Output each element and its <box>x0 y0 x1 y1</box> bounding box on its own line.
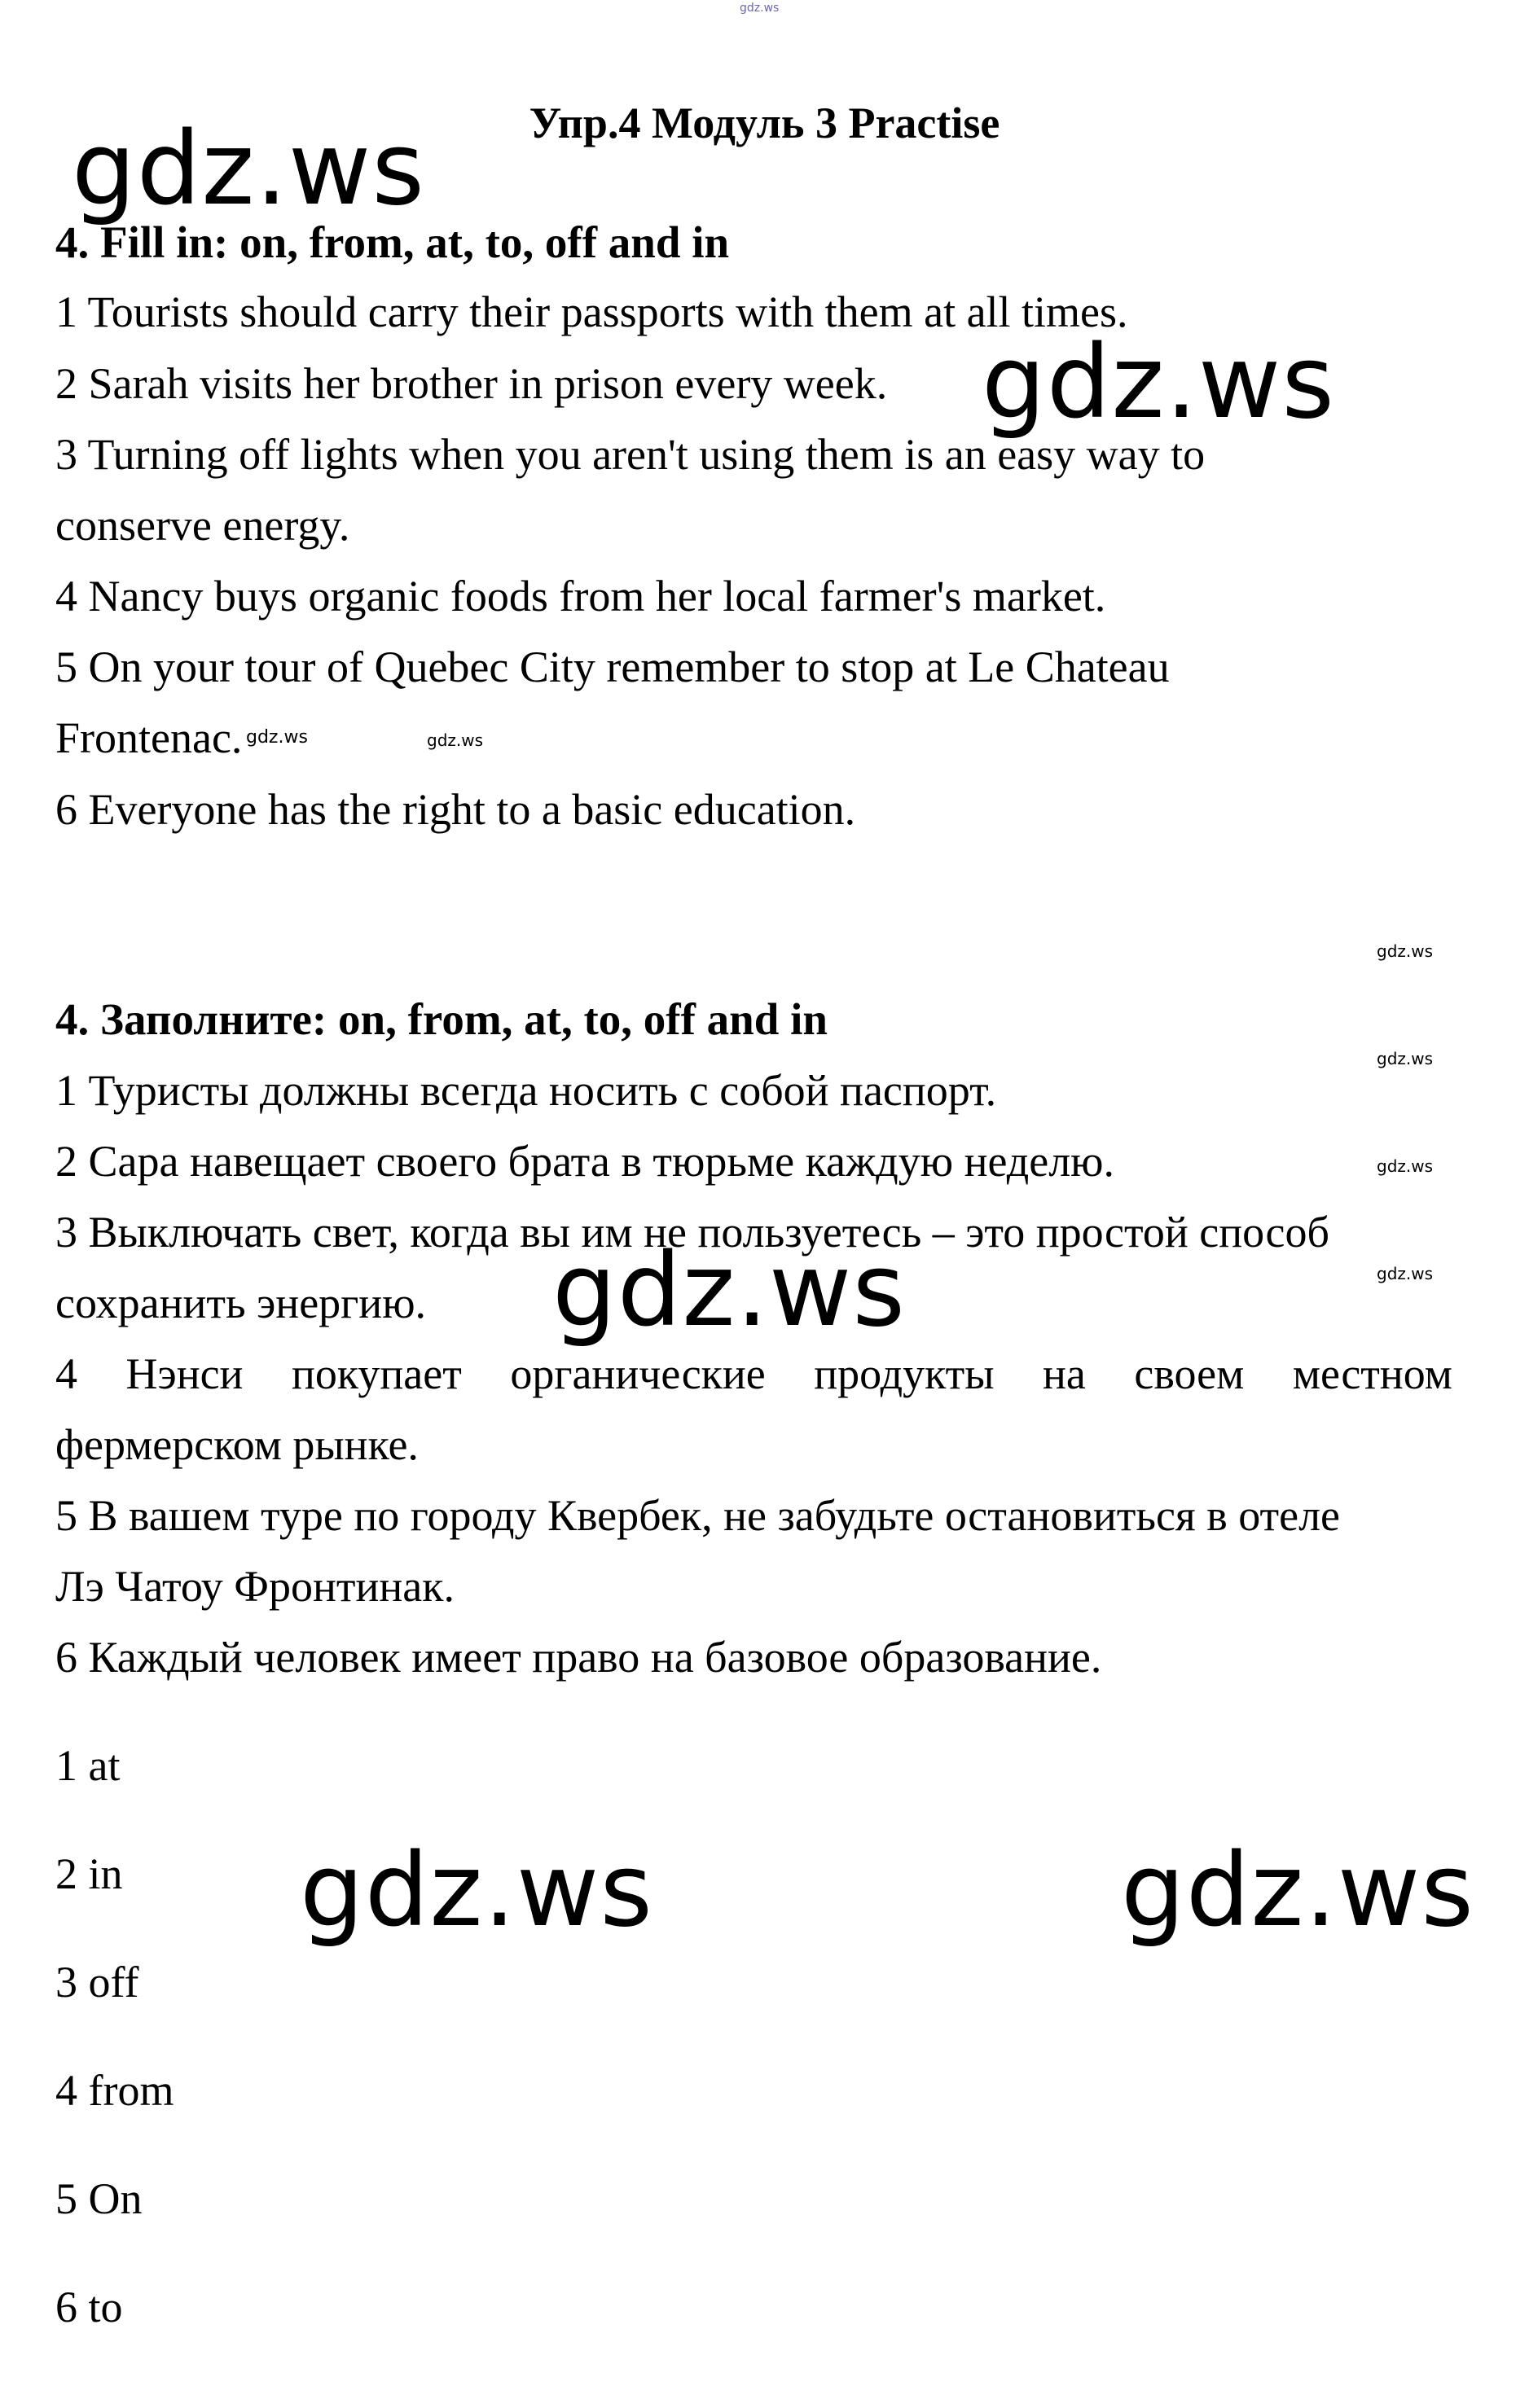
word: своем <box>1134 1349 1245 1398</box>
exercise-heading-english: 4. Fill in: on, from, at, to, off and in <box>55 217 730 267</box>
exercise-heading-russian: 4. Заполните: on, from, at, to, off and in <box>55 994 828 1044</box>
watermark-large: gdz.ws <box>1121 1832 1474 1950</box>
word: Нэнси <box>125 1349 244 1398</box>
word: местном <box>1292 1349 1452 1398</box>
answer-item: 4 from <box>55 2066 174 2115</box>
russian-line: 1 Туристы должны всегда носить с собой паспорт. <box>55 1066 997 1115</box>
word: органические <box>510 1349 766 1398</box>
russian-line: 2 Сара навещает своего брата в тюрьме каждую неделю. <box>55 1137 1114 1186</box>
russian-line: фермерском рынке. <box>55 1420 419 1469</box>
word: покупает <box>291 1349 462 1398</box>
russian-line: сохранить энергию. <box>55 1279 427 1327</box>
answer-item: 1 at <box>55 1741 121 1790</box>
english-line: 4 Nancy buys organic foods from her local farmer's market. <box>55 572 1106 621</box>
answer-item: 2 in <box>55 1849 123 1898</box>
english-line: 2 Sarah visits her brother in prison every week. <box>55 359 888 408</box>
russian-line: 3 Выключать свет, когда вы им не пользуетесь – это простой способ <box>55 1208 1329 1257</box>
watermark-large: gdz.ws <box>552 1232 906 1349</box>
watermark-large: gdz.ws <box>982 324 1335 441</box>
watermark-small: gdz.ws <box>1377 941 1434 961</box>
answer-item: 3 off <box>55 1958 139 2007</box>
russian-line: 6 Каждый человек имеет право на базовое образование. <box>55 1633 1102 1682</box>
watermark-tiny: gdz.ws <box>740 2 780 15</box>
answer-item: 6 to <box>55 2283 123 2331</box>
russian-line-justified <box>55 1347 1452 1401</box>
english-line: 5 On your tour of Quebec City remember to stop at Le Chateau <box>55 643 1170 691</box>
watermark-small: gdz.ws <box>1377 1264 1434 1283</box>
english-line: 1 Tourists should carry their passports with them at all times. <box>55 287 1128 336</box>
english-line: Frontenac. <box>55 713 243 762</box>
english-line: 3 Turning off lights when you aren't using them is an easy way to <box>55 430 1206 479</box>
watermark-large: gdz.ws <box>300 1832 653 1950</box>
word: продукты <box>814 1349 995 1398</box>
watermark-small: gdz.ws <box>427 730 484 750</box>
english-line: conserve energy. <box>55 501 350 550</box>
word: 4 <box>55 1349 77 1398</box>
english-line: 6 Everyone has the right to a basic education. <box>55 785 856 834</box>
watermark-small: gdz.ws <box>1377 1156 1434 1176</box>
watermark-small: gdz.ws <box>246 727 308 748</box>
word: на <box>1043 1349 1086 1398</box>
russian-line: 5 В вашем туре по городу Квербек, не забудьте остановиться в отеле <box>55 1491 1341 1540</box>
russian-line: Лэ Чатоу Фронтинак. <box>55 1562 455 1611</box>
watermark-small: gdz.ws <box>1377 1049 1434 1068</box>
page-title: Упр.4 Модуль 3 Practise <box>529 99 1000 147</box>
watermark-large: gdz.ws <box>72 111 425 228</box>
answer-item: 5 On <box>55 2174 143 2223</box>
